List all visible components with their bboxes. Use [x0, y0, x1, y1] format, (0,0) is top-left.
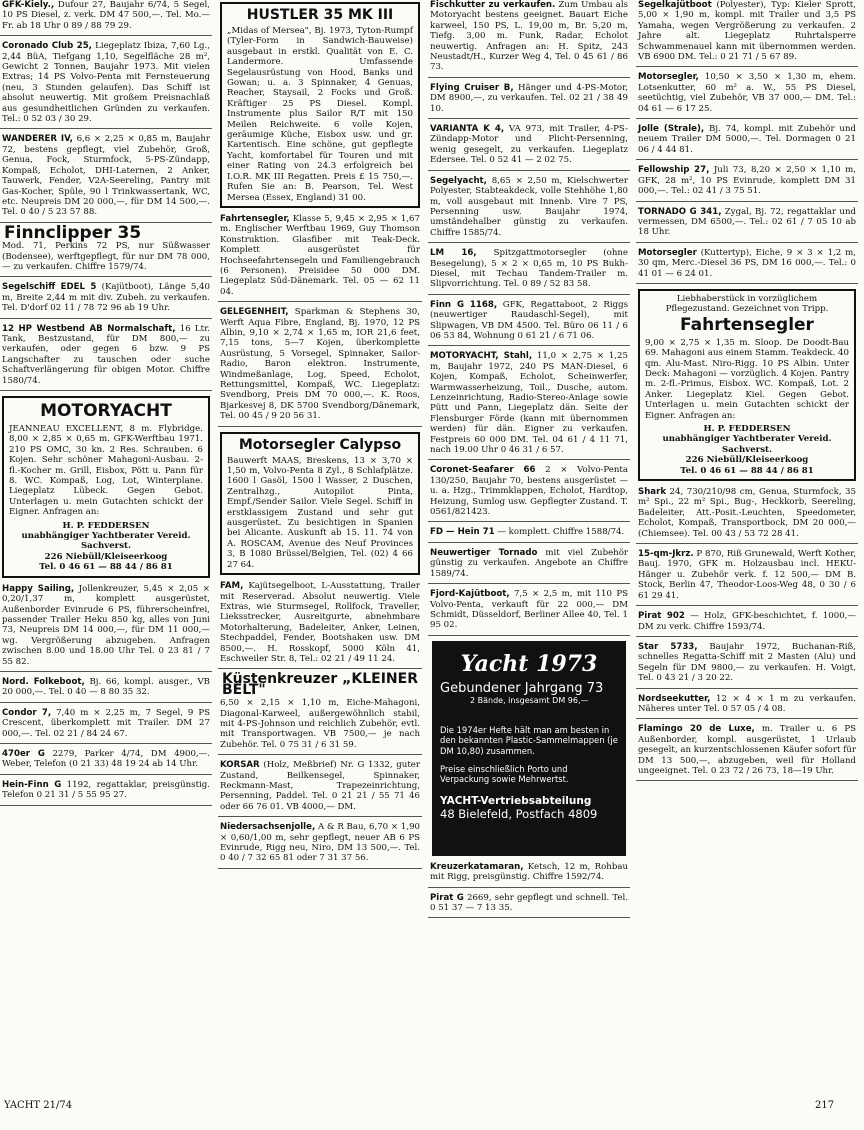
ad-headline: Coronado Club 25,	[2, 41, 92, 52]
ad-headline: FD — Hein 71	[430, 527, 495, 538]
ad-text: m. Trailer u. 6 PS Außenborder, kompl. ausgerüstet, 1 Urlaub gesegelt, an kurzentschlossenen Käufer sofort für DM 13 500,—, abzugeben, weil für Holland ungeeignet. Tel. 0 23 72 / 26 73, 18—19 Uhr.	[638, 724, 856, 776]
ad-headline: WANDERER IV,	[2, 134, 73, 145]
classified-ad	[636, 642, 858, 689]
boxed-ad	[638, 289, 856, 481]
ad-text: 2 × Volvo-Penta 130/250, Baujahr 70, bestens ausgerüstet — u. a. Hzg., Trimmklappen, Echolot, Hardtop, Heizung, Sumlog usw. Gepflegter Zustand. T. 0561/821423.	[430, 465, 628, 518]
classified-ad	[0, 584, 212, 672]
classified-ad	[0, 780, 212, 806]
ad-headline: Pirat G	[430, 892, 464, 903]
classified-ad	[218, 307, 422, 426]
ad-text: 11,0 × 2,75 × 1,25 m, Baujahr 1972, 240 PS MAN-Diesel, 6 Kojen, Kompaß, Echolot, Scheinwerfer, Warmwasserheizung, Toil., Dusche, autom. Lenzeinrichtung, Radio-Stereo-Anlage sowie Pütt und Pann, Liegeplatz dän. Seite der Flensburger Förde (kann mit übernommen werden) für dän. Eigner zu verkaufen. Festpreis 60 000 DM. Tel. 04 61 / 4 11 71, nach 19.00 Uhr 0 46 31 / 6 57.	[430, 351, 628, 456]
classified-ad-display	[0, 222, 212, 278]
ad-text: Zum Umbau als Motoryacht bestens geeignet. Bauart Eiche karweel, 150 PS, L. 19,00 m, Br. 5,20 m, Tiefg. 3,00 m. Funk, Radar, Echolot neuwertig. Anfragen an: H. Spitz, 243 Neustadt/H., Kurzer Weg 4, Tel. 0 45 61 / 86 73.	[430, 0, 628, 73]
ad-text: 12 × 4 × 1 m zu verkaufen. Näheres unter Tel. 0 57 05 / 4 08.	[638, 693, 856, 714]
ad-text: 8,65 × 2,50 m, Kielschwerter Polyester, Stabteakdeck, volle Stehhöhe 1,80 m, voll ausgebaut mit Innenb. Vire 7 PS, Persenning usw. Baujahr 1974, umständehalber günstig zu verkaufen. Chiffre 1585/74.	[430, 175, 628, 238]
column-4	[636, 0, 858, 786]
ad-text: 6,50 × 2,15 × 1,10 m, Eiche-Mahagoni, Diagonal-Karweel, außergewöhnlich stabil, mit 4-PS-Johnson und reichlich Zubehör, evtl. mit Transportwagen. VB 7500,— je nach Zubehör. Tel. 0 75 31 / 6 31 59.	[220, 698, 420, 750]
ad-headline: FAM,	[220, 581, 244, 592]
boxed-ad-text: Bauwerft MAAS, Breskens, 13 × 3,70 × 1,50 m, Volvo-Penta 8 Zyl., 8 Schlafplätze. 1600 l Gasöl, 1500 l Wasser, 2 Duschen, Zentralhzg., Autopilot Pinta, Empf./Sender Sailor. Viele Segel. Schiff in erstklassigem Zustand und sehr gut ausgerüstet. Zu besichtigen in Spanien bei Alicante. Auskunft ab 15. 11. 74 von A. ROSCAM, Avenue des Neuf Provinces 3, B 1080 Brüssel/Belgien, Tel. (02) 4 66 27 64.	[227, 455, 413, 570]
ad-text: 2669, sehr gepflegt und schnell. Tel. 0 51 37 — 7 13 35.	[430, 892, 628, 913]
firm-address: 226 Niebüll/Kleiseerkoog	[685, 455, 809, 466]
ad-text: Dufour 27, Baujahr 6/74, 5 Segel, 10 PS Diesel, z. verk. DM 47 500,—. Tel. Mo.—Fr. ab 18 Uhr 0 89 / 88 79 29.	[2, 0, 210, 31]
ad-text: Klasse 5, 9,45 × 2,95 × 1,67 m. Englischer Werftbau 1969, Guy Thomson Konstruktion. Glasfiber mit Teak-Deck. Komplett ausgerüstet für Hochseefahrtensegeln und Familiengebrauch (6 Personen). Preisidee 50 000 DM. Liegeplatz Süd-Dänemark. Tel. 05 — 62 11 04.	[220, 213, 420, 297]
classified-ad	[0, 749, 212, 775]
ad-intro: Liebhaberstück in vorzüglichem Pflegezustand. Gezeichnet von Tripp.	[665, 293, 829, 315]
ad-headline: MOTORYACHT, Stahl,	[430, 351, 533, 362]
ad-text: 16 Ltr. Tank, Bestzustand, für DM 800,— zu verkaufen, oder gegen 6 bzw. 9 PS Langschafter zu tauschen oder suche Schaftverlängerung für obigen Motor. Chiffre 1580/74.	[2, 323, 210, 386]
ad-text: 7,5 × 2,5 m, mit 110 PS Volvo-Penta, verkauft für 22 000,— DM Schmidt, Düsseldorf, Berliner Allee 40, Tel. 1 95 02.	[430, 589, 628, 631]
ad-text: — komplett. Chiffre 1588/74.	[494, 527, 625, 538]
classified-ad	[636, 165, 858, 201]
ad-text: GFK, Regattaboot, 2 Riggs (neuwertiger Raudaschl-Segel), mit Slipwagen, VB DM 4500. Tel. Büro 06 11 / 6 06 53 84, Wohnung 0 61 21 / 6 71 06.	[430, 299, 628, 341]
boxed-ad-text: „Midas of Mersea", Bj. 1973, Tyton-Rumpf (Tyler-Form in Sandwich-Bauweise) ausgebaut in erstkl. Qualität von E. C. Landermore. Umfassende Segelausrüstung von Hood, Banks und Gowan; u. a. 3 Spinnaker, 4 Genuas, Reacher, Staysail, 2 Focks und Groß. Kräftiger 25 PS Diesel. Kompl. Instrumente plus Sailor R/T mit 150 Meilen Reichweite. 6 volle Kojen, geräumige Küche, Eisbox usw. und gr. Kartentisch. Eine schöne, gut gepflegte Yacht, komfortabel für Touren und mit einer Rating von 24.3 erfolgreich bei I.O.R. MK III Regatten. Preis £ 15 750,—. Rufen Sie an: B. Pearson, Tel. West Mersea (Essex, England) 31 00.	[227, 26, 413, 203]
classified-ad	[636, 487, 858, 544]
ad-headline: Segelyacht,	[430, 175, 487, 186]
ad-headline: Kreuzerkatamaran,	[430, 861, 524, 872]
classified-ad	[0, 324, 212, 391]
classified-ad	[0, 0, 212, 36]
ad-text: — Holz, GFK-beschichtet, f. 1000,— DM zu verk. Chiffre 1593/74.	[638, 611, 857, 632]
classified-ad	[428, 248, 630, 295]
ad-text: Jollenkreuzer, 5,45 × 2,05 × 0,20/1,37 m, komplett ausgerüstet, Außenborder Evinrude 6 PS, führerscheinfrei, passender Trailer Heku 850 kg, alles von Juni 73, Neupreis DM 14 000,—, für DM 11 000,— wg. Vergrößerung abzugeben. Anfragen zwischen 8.00 und 18.00 Uhr Tel. 0 23 81 / 7 55 82.	[2, 583, 210, 667]
classified-ad	[0, 282, 212, 318]
ad-headline: 12 HP Westbend AB Normalschaft,	[2, 323, 176, 334]
firm-name: H. P. FEDDERSEN	[703, 424, 791, 434]
ad-text: P 870, Riß Grunewald, Werft Kother, Bauj. 1970, GFK m. Holzausbau incl. HEKU-Hänger u. Zubehör verk. f. 12 500,— DM B. Stock, Berlin 47, Theodor-Loos-Weg 48, 0 30 / 6 61 29 41.	[638, 549, 856, 601]
ad-text: Preise einschließlich Porto und Verpackung sowie Mehrwertst.	[440, 763, 569, 785]
ad-headline: Finn G 1168,	[430, 299, 498, 310]
ad-headline: Shark	[638, 487, 667, 498]
ad-text: Zygal, Bj. 72, regattaklar und vermessen, DM 6500,—. Tel.: 02 61 / 7 05 10 ab 18 Uhr.	[638, 206, 856, 238]
ad-title: Küstenkreuzer „KLEINER BELT"	[222, 671, 418, 698]
classified-ad	[636, 724, 858, 781]
column-1	[0, 0, 212, 811]
firm-description: unabhängiger Yachtberater Vereid. Sachverst.	[21, 531, 191, 552]
classified-ad	[636, 72, 858, 119]
ad-address: 48 Bielefeld, Postfach 4809	[440, 806, 598, 821]
classified-ad	[428, 862, 630, 888]
ad-text: Hänger und 4-PS-Motor, DM 8900,—, zu verkaufen. Tel. 02 21 / 38 49 10.	[430, 82, 628, 114]
classified-ad	[636, 611, 858, 637]
firm-address: 226 Niebüll/Kleiseerkoog	[44, 551, 168, 562]
ad-headline: Jolle (Strale),	[638, 124, 705, 135]
classified-ad	[636, 694, 858, 720]
yacht-subscription-ad	[432, 641, 626, 856]
firm-phone: Tel. 0 46 61 — 88 44 / 86 81	[680, 465, 814, 476]
ad-headline: VARIANTA K 4,	[430, 124, 505, 135]
ad-subline: 2 Bände, insgesamt DM 96,—	[470, 695, 589, 705]
boxed-ad-title: Fahrtensegler	[680, 314, 814, 335]
ad-text: Mod. 71, Perkins 72 PS, nur Süßwasser (Bodensee), werftgepflegt, für nur DM 78 000,— zu verkaufen. Chiffre 1579/74.	[2, 241, 210, 272]
classified-ad	[636, 248, 858, 284]
ad-text: A & R Bau, 6,70 × 1,90 × 0,60/1,00 m, sehr gepflegt, neuer AB 6 PS Evinrude, Rigg neu, Niro, DM 13 500,—. Tel. 0 40 / 7 32 65 81 oder 7 31 37 56.	[220, 822, 420, 864]
footer-issue: YACHT 21/74	[4, 1100, 73, 1111]
ad-text: 24, 730/210/98 cm, Genua, Sturmfock, 35 m² Spi., 22 m² Spi., Bug-, Heckkorb, Seereling, Badeleiter, Att.-Posit.-Leuchten, Speedometer, Echolot, Kompaß, Transportbock, DM 20 000,— (Chiemsee). Tel. 00 43 / 53 72 28 41.	[638, 487, 856, 539]
classified-ad	[218, 581, 422, 669]
classified-ad	[0, 41, 212, 129]
classified-ad	[0, 677, 212, 703]
ad-text: 1192, regattaklar, preisgünstig. Telefon 0 21 31 / 5 55 95 27.	[2, 779, 211, 801]
ad-headline: Happy Sailing,	[2, 583, 75, 594]
boxed-ad	[2, 396, 210, 578]
ad-title: Finnclipper 35	[4, 222, 142, 243]
ad-headline: Fischkutter zu verkaufen.	[430, 0, 556, 10]
ad-headline: Fjord-Kajütboot,	[430, 589, 510, 600]
ad-headline: Coronet-Seafarer 66	[430, 465, 536, 476]
ad-headline: Fahrtensegler,	[220, 213, 290, 224]
ad-headline: Flamingo 20 de Luxe,	[638, 724, 755, 735]
firm-name: H. P. FEDDERSEN	[62, 520, 150, 531]
column-3	[428, 0, 630, 923]
classified-ad	[0, 134, 212, 222]
ad-headline: 15-qm-Jkrz.	[638, 549, 694, 560]
ad-text: Liegeplatz Ibiza, 7,60 Lg., 2,44 BüA, Tiefgang 1,10, Segelfläche 28 m², Gewicht 2 Tonnen, Baujahr 1973. Mit vielen Extras; 14 PS Volvo-Penta mit Fernsteuerung (neu, 3 Stunden gelaufen). Das Schiff ist absolut neuwertig. Mit großem Preisnachlaß aus gesundheitlichen Gründen zu verkaufen. Tel.: 0 52 03 / 30 29.	[2, 41, 210, 125]
firm-phone: Tel. 0 46 61 — 88 44 / 86 81	[39, 562, 173, 573]
ad-text: mit viel Zubehör günstig zu verkaufen. Angebote an Chiffre 1589/74.	[430, 547, 628, 579]
ad-text: 10,50 × 3,50 × 1,30 m, ehem. Lotsenkutter, 60 m² a. W., 55 PS Diesel, seetüchtig, viel Zubehör, VB 37 000,— DM. Tel.: 04 61 — 6 17 25.	[638, 72, 856, 114]
classified-ad	[428, 548, 630, 584]
ad-headline: Segelkajütboot	[638, 0, 712, 10]
ad-headline: Motorsegler	[638, 247, 697, 258]
classified-ad	[218, 822, 422, 869]
ad-text: Ketsch, 12 m, Rohbau mit Rigg, preisgünstig. Chiffre 1592/74.	[430, 861, 628, 883]
ad-text: 7,40 m × 2,25 m, 7 Segel, 9 PS Crescent, überkomplett mit Trailer. DM 27 000,—. Tel. 02 21 / 84 24 67.	[2, 707, 211, 739]
ad-headline: Fellowship 27,	[638, 165, 710, 176]
classified-ad	[218, 760, 422, 817]
ad-text: Baujahr 1972, Buchanan-Riß, schnelles Regatta-Schiff mit 2 Masten (Alu) und Segeln für DM 9800,— zu verkaufen. H. Voigt, Tel. 0 43 21 / 3 20 22.	[638, 641, 857, 684]
column-2	[218, 0, 422, 874]
boxed-ad	[220, 2, 420, 208]
ad-headline: KORSAR	[220, 760, 260, 771]
ad-headline: Gebundener Jahrgang 73	[440, 680, 604, 696]
ad-text: Kajütsegelboot, L-Ausstattung, Trailer mit Reserverad. Absolut neuwertig. Viele Extras, wie Sturmsegel, Rollfock, Traveller, Lieksstrecker, Ausreitgurte, abnehmbare Motorhalterung, Badeleiter, Anker, Leinen, Stechpaddel, Fender, Bootshaken usw. DM 8500,—. H. Rosskopf, 5000 Köln 41, Eschweiler Str. 8, Tel.: 02 21 / 49 11 24.	[220, 581, 420, 664]
boxed-ad-text: 9,00 × 2,75 × 1,35 m. Sloop. De Doodt-Bau 69. Mahagoni aus einem Stamm. Teakdeck. 40 qm. Alu-Mast. Niro-Rigg. 10 PS Albin. Unter Deck: Mahagoni — vorzüglich. 4 Kojen. Pantry m. 2-fl.-Primus, Eisbox. WC. Kompaß, Lot. 2 Anker. Liegeplatz Kiel. Gegen Gebot. Unterlagen u. mein Gutachten schickt der Eigner. Anfragen an:	[645, 337, 849, 421]
classified-ad	[428, 0, 630, 78]
ad-text: VA 973, mit Trailer, 4-PS-Zündapp-Motor und Plicht-Persenning, wenig gesegelt, zu verkaufen. Liegeplatz Edersee. Tel. 0 52 41 — 2 02 75.	[430, 124, 628, 166]
ad-text: Die 1974er Hefte hält man am besten in den bekannten Plastic-Sammelmappen (je DM 10,80) zusammen.	[440, 724, 618, 756]
classified-ad	[428, 176, 630, 243]
ad-text: (Kuttertyp), Eiche, 9 × 3 × 1,2 m, 30 qm, Merc.-Diesel 36 PS, DM 16 000,—. Tel.: 0 41 01 — 6 24 01.	[638, 247, 856, 279]
classified-ad	[428, 83, 630, 119]
ad-company: YACHT-Vertriebsabteilung	[440, 794, 592, 807]
ad-text: Sparkman & Stephens 30, Werft Aqua Fibre, England, Bj. 1970, 12 PS Albin, 9,10 × 2,74 × 1,65 m, IOR 21,6 feet, 7,15 tons, 5—7 Kojen, überkomplette Ausrüstung, 5 Vorsegel, Spinnaker, Sailor-Radio, Baron elektron. Instrumente, Windmeßanlage, Log, Speed, Echolot, Rettungsmittel, Kompaß, WC. Liegeplatz: Svendborg, Preis DM 70 000,—. K. Roos, Bjarkesvej 8, DK 5700 Svendborg/Dänemark, Tel. 00 45 / 9 20 56 31.	[220, 307, 420, 422]
ad-headline: Niedersachsenjolle,	[220, 822, 316, 833]
boxed-ad-title: MOTORYACHT	[40, 401, 172, 421]
firm-description: unabhängiger Yachtberater Vereid. Sachverst.	[662, 434, 832, 455]
ad-headline: Condor 7,	[2, 707, 52, 718]
classified-ad	[428, 124, 630, 171]
ad-text: Bj. 74, kompl. mit Zubehör und neuem Trailer DM 5000,—. Tel. Dormagen 0 21 06 / 4 44 81.	[638, 124, 856, 155]
ad-headline: GELEGENHEIT,	[220, 307, 289, 318]
classified-ad	[428, 465, 630, 522]
ad-headline: LM 16,	[430, 248, 477, 259]
ad-headline: GFK-Kiely.,	[2, 0, 55, 10]
ad-text: (Polyester), Typ: Kieler Sprott, 5,00 × 1,90 m, kompl. mit Trailer und 3,5 PS Yamaha, wegen Vergrößerung zu verkaufen. 2 Jahre alt. Liegeplatz Ruhrtalsperre Schwammenauel kann mit übernommen werden. VB 6900 DM. Tel.: 0 21 71 / 5 67 89.	[638, 0, 856, 63]
classified-ad	[636, 124, 858, 160]
ad-text: Bj. 66, kompl. ausger., VB 20 000,—. Tel. 0 40 — 8 80 35 32.	[2, 676, 210, 698]
ad-headline: Segelschiff EDEL 5	[2, 282, 97, 293]
boxed-ad-title: Motorsegler Calypso	[238, 436, 402, 453]
ad-headline: Flying Cruiser B,	[430, 82, 514, 93]
ad-headline: 470er G	[2, 748, 45, 759]
ad-headline: Nordseekutter,	[638, 693, 711, 704]
boxed-ad-text: JEANNEAU EXCELLENT, 8 m. Flybridge. 8,00 × 2,85 × 0,65 m. GFK-Werftbau 1971. 210 PS OMC, 30 kn. 2 Res. Schrauben. 6 Kojen. Sehr schöner Mahagoni-Ausbau. 2-fl.-Kocher m. Grill, Eisbox, Pött u. Pann für 8. WC. Kompaß, Log, Lot, Winterplane. Liegeplatz Lübeck. Gegen Gebot. Unterlagen u. mein Gutachten schickt der Eigner. Anfragen an:	[9, 424, 203, 518]
ad-text: Juli 73, 8,20 × 2,50 × 1,10 m, GFK, 28 m², 10 PS Evinrude, komplett DM 31 000,—. Tel.: 02 41 / 3 75 51.	[638, 165, 856, 197]
classified-ad	[428, 300, 630, 347]
ad-text: (Holz, Meßbrief) Nr. G 1332, guter Zustand, Beilkensegel, Spinnaker, Reckmann-Mast, Trapezeinrichtung, Persenning, Paddel. Tel. 0 21 21 / 55 71 46 oder 66 76 01. VB 4000,— DM.	[220, 760, 420, 812]
ad-headline: Motorsegler,	[638, 72, 699, 83]
ad-headline: TORNADO G 341,	[638, 206, 722, 217]
page-number: 217	[815, 1100, 835, 1111]
ad-text: 6,6 × 2,25 × 0,85 m, Baujahr 72, bestens gepflegt, viel Zubehör, Groß, Genua, Fock, Sturmfock, 5-PS-Zündapp, Kompaß, Echolot, DHI-Laternen, 2 Anker, Tauwerk, Fender, V2A-Seereling, Pantry mit Gas-Kocher, Spüle, 90 l Trinkwassertank, WC, etc. Neupreis DM 20 000,—, für DM 14 500,—. Tel. 0 40 / 5 23 57 88.	[2, 134, 211, 218]
ad-text: (Kajütboot), Länge 5,40 m, Breite 2,44 m mit div. Zubeh. zu verkaufen. Tel. D'dorf 02 11 / 78 72 96 ab 19 Uhr.	[2, 282, 210, 314]
yacht-logo: Yacht 1973	[460, 650, 598, 677]
classified-ad-display	[218, 671, 422, 755]
classified-ad	[636, 207, 858, 243]
classified-ad	[636, 549, 858, 606]
classified-ad	[636, 0, 858, 67]
classified-ad	[428, 893, 630, 919]
ad-headline: Pirat 902	[638, 611, 685, 622]
classified-ad	[428, 589, 630, 636]
ad-headline: Nord. Folkeboot,	[2, 676, 85, 687]
classified-ad	[0, 708, 212, 744]
boxed-ad-title: HUSTLER 35 MK III	[246, 7, 394, 23]
ad-headline: Star 5733,	[638, 641, 698, 652]
ad-headline: Neuwertiger Tornado	[430, 547, 538, 558]
boxed-ad	[220, 432, 420, 575]
classified-ad	[218, 214, 422, 302]
classified-ad	[428, 351, 630, 460]
ad-headline: Hein-Finn G	[2, 779, 62, 790]
ad-text: Spitzgattmotorsegler (ohne Besegelung), 5 × 2 × 0,65 m, 10 PS Bukh-Diesel, mit Techau Tandem-Trailer m. Slipvorrichtung. Tel. 0 89 / 52 83 58.	[430, 248, 628, 290]
classified-ad	[428, 527, 630, 542]
ad-text: 2279, Parker 4/74, DM 4900,—. Weber, Telefon (0 21 33) 48 19 24 ab 14 Uhr.	[2, 748, 210, 770]
